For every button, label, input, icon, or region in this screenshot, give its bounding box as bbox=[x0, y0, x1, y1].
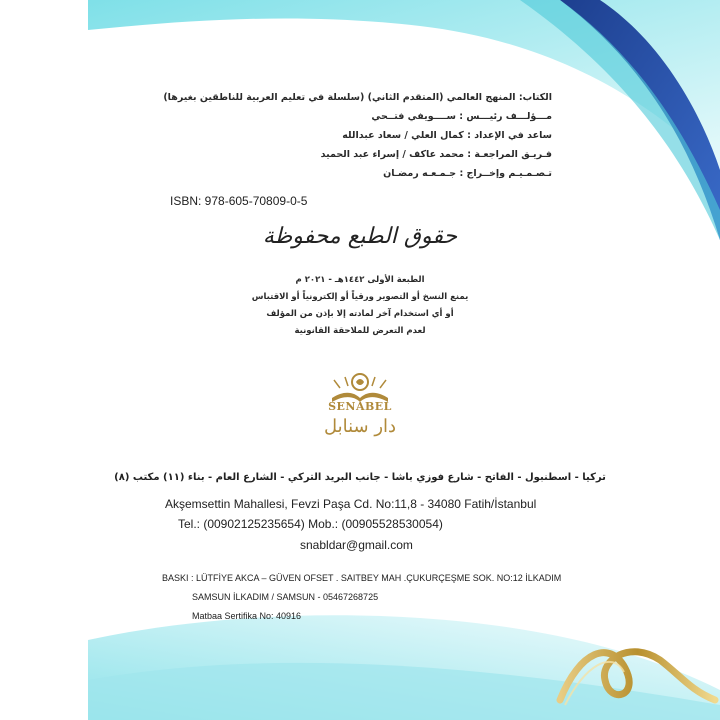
credit-author: مـــؤلـــف رئيـــس : ســــويفي فتــحي bbox=[371, 111, 552, 122]
notice-line: يمنع النسخ أو التصوير ورقياً أو إلكترونياً أو الاقتباس bbox=[251, 292, 469, 302]
credit-assistants: ساعد في الإعداد : كمال العلي / سعاد عبدالله bbox=[342, 130, 552, 141]
publisher-logo-icon bbox=[318, 368, 402, 458]
printer-certificate: Matbaa Sertifika No: 40916 bbox=[192, 611, 302, 621]
printer-info: BASKI : LÜTFİYE AKCA – GÜVEN OFSET . SAITBEY MAH .ÇUKURÇEŞME SOK. NO:12 İLKADIM bbox=[162, 573, 562, 583]
printer-location: SAMSUN İLKADIM / SAMSUN - 05467268725 bbox=[192, 592, 379, 602]
address-arabic: تركيا - اسطنبول - الفاتح - شارع فوزي باشا - جانب البريد التركي - الشارع العام - بناء (١١) مكتب (٨) bbox=[114, 472, 606, 483]
notice-line: أو أي استخدام آخر لمادته إلا بإذن من المؤلف bbox=[266, 309, 454, 319]
credit-design: تـصـمـيـم وإخــراج : جـمـعـه رمضـان bbox=[383, 168, 552, 179]
notice-line: لعدم التعرض للملاحقة القانونية bbox=[294, 326, 426, 336]
publisher-name-ar: دار سنابل bbox=[323, 416, 397, 437]
publisher-name: SENABEL bbox=[328, 400, 392, 413]
edition-line: الطبعة الأولى ١٤٤٢هـ - ٢٠٢١ م bbox=[295, 275, 425, 285]
address-latin: Akşemsettin Mahallesi, Fevzi Paşa Cd. No:11,8 - 34080 Fatih/İstanbul bbox=[165, 497, 537, 511]
credit-book-title: الكتاب: المنهج العالمي (المتقدم الثاني) (سلسلة في تعليم العربية للناطقين بغيرها) bbox=[163, 92, 552, 103]
isbn: ISBN: 978-605-70809-0-5 bbox=[170, 194, 308, 208]
email-address: snabldar@gmail.com bbox=[300, 538, 413, 552]
credit-review-team: فـريـق المراجعـة : محمد عاكف / إسراء عبد الحميد bbox=[320, 149, 552, 160]
copyright-title: حقوق الطبع محفوظة bbox=[262, 224, 458, 249]
credits-block bbox=[163, 88, 552, 183]
rights-notice bbox=[180, 272, 540, 340]
phone-numbers: Tel.: (00902125235654) Mob.: (00905528530054) bbox=[178, 517, 443, 531]
